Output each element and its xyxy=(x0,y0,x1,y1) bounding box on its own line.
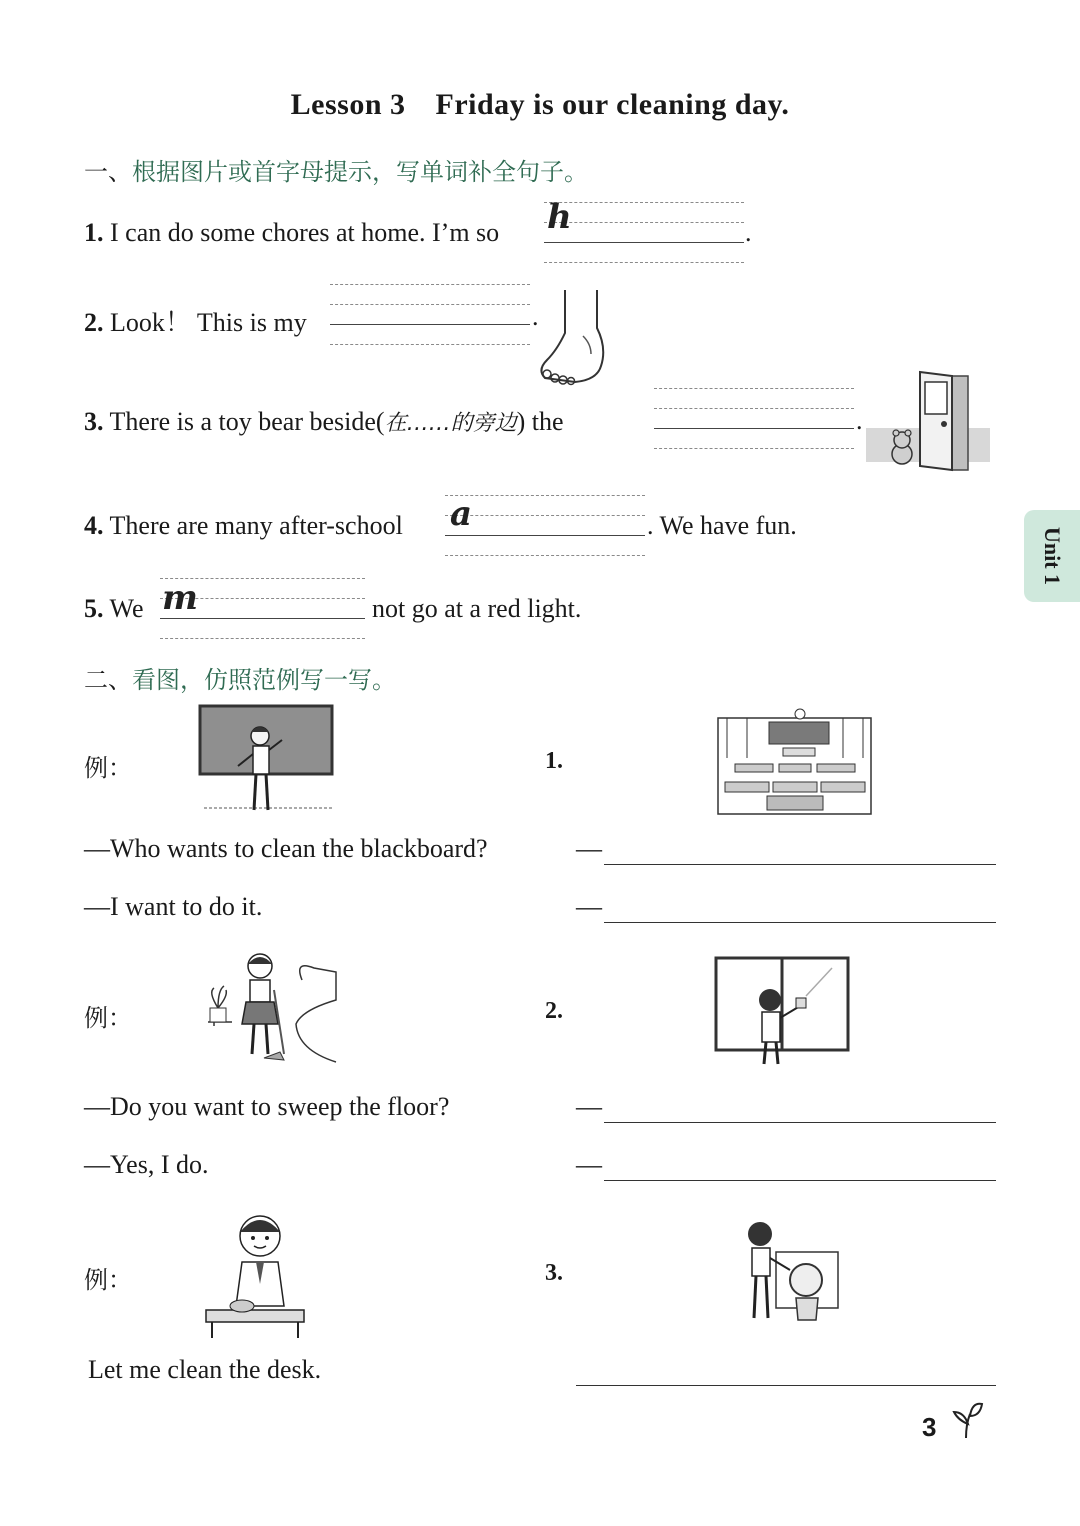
foot-image xyxy=(535,288,615,388)
question-3 xyxy=(84,406,564,437)
page-number: 3 xyxy=(922,1412,937,1442)
question-text: There are many after-school xyxy=(109,511,403,540)
example-answer: —I want to do it. xyxy=(84,892,263,921)
girl-cleaning-window-image xyxy=(714,956,852,1068)
answer-line[interactable] xyxy=(604,922,996,923)
answer-line[interactable] xyxy=(576,1385,996,1386)
period: . xyxy=(745,218,752,247)
unit-side-tab xyxy=(1024,510,1080,602)
lesson-title: Friday is our cleaning day. xyxy=(435,88,790,121)
example-question: —Who wants to clean the blackboard? xyxy=(84,834,488,863)
question-5 xyxy=(84,594,144,624)
question-text-end: not go at a red light. xyxy=(372,594,582,623)
example-answer: —Yes, I do. xyxy=(84,1150,209,1179)
example-sentence: Let me clean the desk. xyxy=(88,1355,322,1384)
example-label: 例： xyxy=(84,754,132,782)
example-question: —Do you want to sweep the floor? xyxy=(84,1092,450,1121)
girl-washing-clothes-image xyxy=(742,1218,842,1322)
boy-cleaning-desk-image xyxy=(202,1210,306,1340)
unit-label: Unit 1 xyxy=(1040,526,1065,586)
answer-line[interactable] xyxy=(604,864,996,865)
question-number: 1. xyxy=(84,218,104,247)
question-text: We xyxy=(109,594,144,623)
girl-sweeping-floor-image xyxy=(202,950,340,1068)
question-number: 3. xyxy=(84,407,104,436)
answer-dash: — xyxy=(576,892,602,921)
section-1-heading xyxy=(84,152,588,187)
question-1 xyxy=(84,218,499,248)
question-text-end: ) the xyxy=(516,407,564,436)
door-with-bear-image xyxy=(866,368,992,478)
first-letter-hint: m xyxy=(162,578,198,618)
question-number: 4. xyxy=(84,511,104,540)
answer-dash: — xyxy=(576,1092,602,1121)
period: . xyxy=(532,302,539,331)
answer-dash: — xyxy=(576,1150,602,1179)
chinese-gloss: 在……的旁边 xyxy=(384,411,517,436)
question-text: Look！ This is my xyxy=(110,308,307,337)
question-2 xyxy=(84,302,307,339)
item-number: 3. xyxy=(545,1260,563,1286)
section-2-heading xyxy=(84,660,396,695)
first-letter-hint: a xyxy=(450,494,473,534)
answer-dash: — xyxy=(576,834,602,863)
item-number: 2. xyxy=(545,998,563,1024)
sprout-icon xyxy=(950,1400,986,1440)
section-2-number: 二、 xyxy=(84,666,132,694)
answer-line[interactable] xyxy=(604,1180,996,1181)
section-1-number: 一、 xyxy=(84,158,132,186)
question-4 xyxy=(84,511,403,541)
first-letter-hint: h xyxy=(547,197,572,237)
question-text-end: . We have fun. xyxy=(647,511,797,540)
writing-band-q2[interactable] xyxy=(330,284,530,344)
item-number: 1. xyxy=(545,748,563,774)
section-2-text: 看图，仿照范例写一写。 xyxy=(132,666,396,694)
question-number: 2. xyxy=(84,308,104,337)
page-title xyxy=(0,88,1080,122)
example-label: 例： xyxy=(84,1266,132,1294)
writing-band-q4[interactable] xyxy=(445,495,645,555)
question-number: 5. xyxy=(84,594,104,623)
question-text: There is a toy bear beside( xyxy=(109,407,385,436)
lesson-number: Lesson 3 xyxy=(290,88,406,121)
classroom-image xyxy=(717,708,873,816)
question-text: I can do some chores at home. I’m so xyxy=(110,218,500,247)
example-label: 例： xyxy=(84,1004,132,1032)
section-1-text: 根据图片或首字母提示，写单词补全句子。 xyxy=(132,158,588,186)
boy-cleaning-blackboard-image xyxy=(198,704,336,814)
period: . xyxy=(856,406,863,435)
writing-band-q3[interactable] xyxy=(654,388,854,448)
writing-band-q1[interactable] xyxy=(544,202,744,262)
answer-line[interactable] xyxy=(604,1122,996,1123)
